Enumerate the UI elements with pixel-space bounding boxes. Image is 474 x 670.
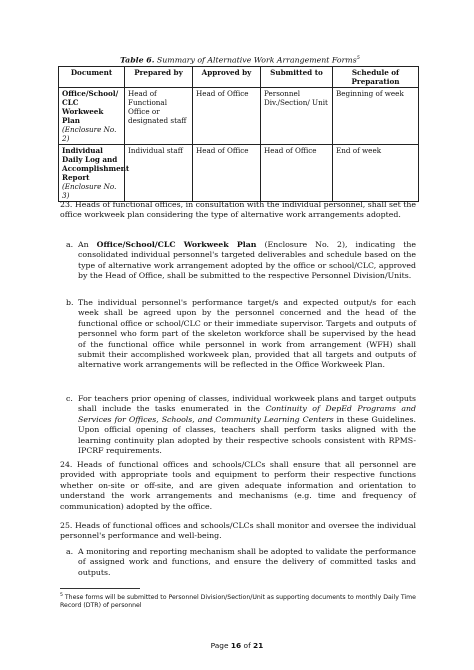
paragraph-text: (Enclosure No. 2), indicating the consolidated individual personnel's targeted deliverables and schedule based on the type of alternative work arrangement adopted by the office or school/CLC, approved by the Head of Office, shall be submitted to the respective Personnel Division/Units. bbox=[78, 240, 417, 281]
header-document: Document bbox=[59, 67, 125, 88]
list-label: c. bbox=[66, 394, 73, 403]
paragraph-italic-title: Continuity of DepEd Programs and Services for Offices, Schools, and Community Learning Centers bbox=[78, 404, 416, 424]
forms-summary-table bbox=[58, 66, 419, 202]
paragraph-text: in these Guidelines. Upon official opening of classes, teachers shall perform tasks aligned with the learning continuity plan adopted by their respective schools consistent with RPMS-IPCRF requirements. bbox=[78, 414, 416, 456]
cell-submitted-to: Head of Office bbox=[261, 145, 333, 202]
paragraph-23b bbox=[66, 298, 416, 371]
list-label: a. bbox=[66, 240, 74, 249]
paragraph-text: An bbox=[78, 240, 97, 249]
cell-schedule: Beginning of week bbox=[333, 88, 419, 145]
table-caption bbox=[60, 55, 420, 65]
header-submitted-to: Submitted to bbox=[261, 67, 333, 88]
footnote-number: 5 bbox=[60, 593, 63, 598]
document-enclosure: (Enclosure No. 3) bbox=[62, 182, 117, 200]
paragraph-24: 24. Heads of functional offices and schools/CLCs shall ensure that all personnel are provided with appropriate tools and equipment to perform their respective functions whether on-site or off-site, and are given adequate information and orientation to understand the work arrangements and mechanisms (e.g. time and frequency of communication) adopted by the office. bbox=[60, 460, 416, 511]
cell-prepared-by: Head of Functional Office or designated staff bbox=[125, 88, 193, 145]
footnote bbox=[60, 592, 416, 610]
list-label: a. bbox=[66, 547, 74, 556]
cell-prepared-by: Individual staff bbox=[125, 145, 193, 202]
table-row bbox=[59, 88, 419, 145]
paragraph-bold-term: Office/School/CLC Workweek Plan bbox=[96, 240, 257, 249]
cell-submitted-to: Personnel Div./Section/ Unit bbox=[261, 88, 333, 145]
paragraph-text: The individual personnel's performance target/s and expected output/s for each week shall be agreed upon by the personnel concerned and the head of the functional office or school/CLC or their immediate supervisor. Targets and outputs of personnel who form part of the skeleton workforce shall be supervised by the head of the functional office while personnel in work from arrangement (WFH) shall submit their accomplished workweek plan, provided that all targets and outputs of alternative work arrangements will be reflected in the Office Workweek Plan. bbox=[78, 298, 416, 370]
page-of: of bbox=[241, 641, 254, 650]
paragraph-text: For teachers prior opening of classes, individual workweek plans and target outputs shall include the tasks enumerated in the bbox=[78, 394, 416, 414]
document-name: Individual Daily Log and Accomplishment Report bbox=[62, 146, 130, 182]
paragraph-25a bbox=[66, 547, 416, 578]
table-caption-label: Table 6. bbox=[120, 55, 155, 65]
cell-approved-by: Head of Office bbox=[193, 145, 261, 202]
page-number bbox=[0, 641, 474, 650]
list-label: b. bbox=[66, 298, 74, 307]
footnote-divider bbox=[60, 588, 140, 589]
cell-document bbox=[59, 88, 125, 145]
table-header-row bbox=[59, 67, 419, 88]
paragraph-text: A monitoring and reporting mechanism shall be adopted to validate the performance of assigned work and functions, and ensure the delivery of committed tasks and outputs. bbox=[78, 547, 416, 577]
paragraph-23c bbox=[66, 394, 416, 456]
paragraph-25: 25. Heads of functional offices and schools/CLCs shall monitor and oversee the individual personnel's performance and well-being. bbox=[60, 521, 416, 541]
paragraph-23: 23. Heads of functional offices, in consultation with the individual personnel, shall set the office workweek plan considering the type of alternative work arrangements adopted. bbox=[60, 200, 416, 220]
page-prefix: Page bbox=[210, 641, 231, 650]
table-caption-text: Summary of Alternative Work Arrangement Forms bbox=[154, 55, 357, 65]
header-schedule: Schedule of Preparation bbox=[333, 67, 419, 88]
cell-schedule: End of week bbox=[333, 145, 419, 202]
document-enclosure: (Enclosure No. 2) bbox=[62, 125, 117, 143]
page-current: 16 bbox=[230, 641, 242, 650]
footnote-text: These forms will be submitted to Personnel Division/Section/Unit as supporting documents to monthly Daily Time Record (DTR) of personnel bbox=[60, 594, 416, 610]
footnote-ref: 5 bbox=[356, 55, 360, 61]
paragraph-23a bbox=[66, 240, 417, 282]
cell-document bbox=[59, 145, 130, 202]
cell-approved-by: Head of Office bbox=[193, 88, 261, 145]
page-total: 21 bbox=[253, 641, 264, 650]
document-name: Office/School/ CLC Workweek Plan bbox=[62, 89, 119, 125]
header-prepared-by: Prepared by bbox=[125, 67, 193, 88]
table-row bbox=[59, 145, 419, 202]
header-approved-by: Approved by bbox=[193, 67, 261, 88]
